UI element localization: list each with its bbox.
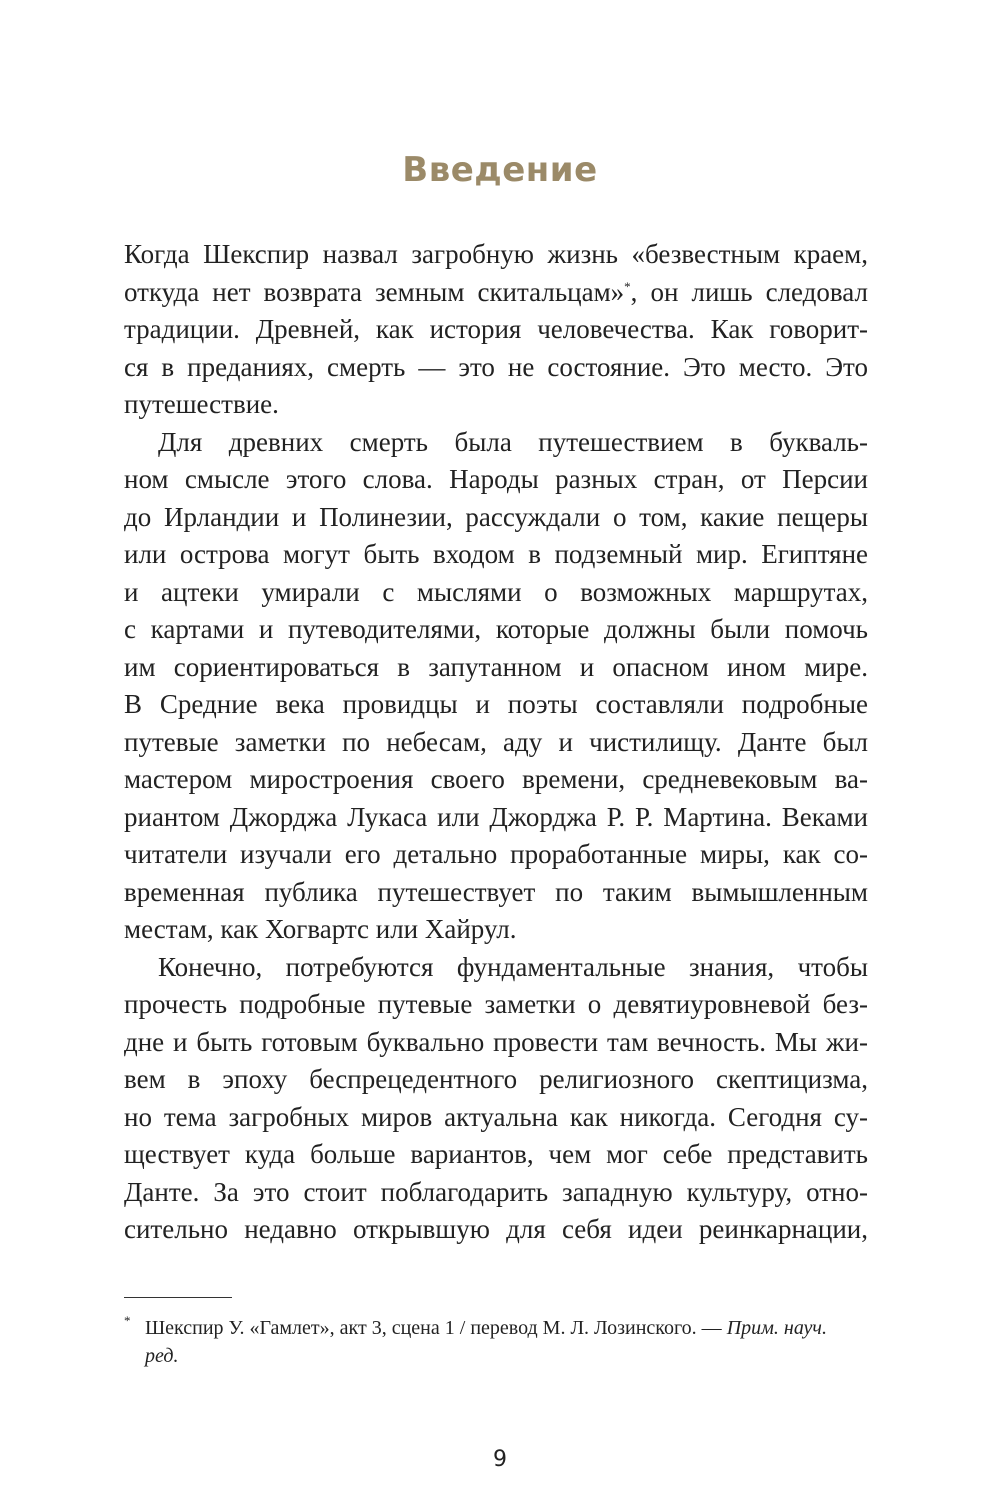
body-text [124, 236, 868, 1249]
text-line: читатели изучали его детально проработанные миры, как со- [124, 839, 868, 869]
text-line: с картами и путеводителями, которые должны были помочь [124, 614, 868, 644]
text-line: вем в эпоху беспрецедентного религиозного скептицизма, [124, 1064, 868, 1094]
text-line: временная публика путешествует по таким вымышленным [124, 876, 868, 907]
text-segment: , он лишь следовал [630, 276, 868, 307]
text-line: путевые заметки по небесам, аду и чистилищу. Данте был [124, 726, 868, 757]
text-line: Когда Шекспир назвал загробную жизнь «безвестным краем, [124, 239, 868, 269]
text-line: им сориентироваться в запутанном и опасном ином мире. [124, 651, 868, 682]
text-line [124, 274, 868, 312]
text-line: Данте. За это стоит поблагодарить западную культуру, отно- [124, 1176, 868, 1207]
text-line: местам, как Хогвартс или Хайрул. [124, 914, 517, 944]
footnote-marker: * [124, 1313, 131, 1328]
text-line: ся в преданиях, смерть — это не состояние. Это место. Это [124, 351, 868, 382]
text-line: дне и быть готовым буквально провести там вечность. Мы жи- [124, 1026, 868, 1057]
footnote-line [124, 1314, 868, 1342]
footnote-editor-note: Прим. науч. [726, 1317, 827, 1339]
page-number: 9 [493, 1447, 507, 1472]
text-line: ществует куда больше вариантов, чем мог себе представить [124, 1139, 868, 1169]
chapter-title: Введение [402, 150, 598, 190]
text-line: риантом Джорджа Лукаса или Джорджа Р. Р. Мартина. Веками [124, 801, 868, 832]
footnote-divider [124, 1297, 232, 1298]
text-line: ном смысле этого слова. Народы разных стран, от Персии [124, 464, 868, 494]
footnote-reference: * [624, 278, 631, 294]
text-line: прочесть подробные путевые заметки о девятиуровневой без- [124, 989, 868, 1019]
text-line: путешествие. [124, 389, 279, 419]
footnote-text-line [145, 1314, 827, 1342]
text-line: но тема загробных миров актуальна как никогда. Сегодня су- [124, 1101, 868, 1132]
footnote-text: Шекспир У. «Гамлет», акт 3, сцена 1 / перевод М. Л. Лозинского. — [145, 1317, 727, 1339]
footnote-editor-note-continued: ред. [145, 1345, 179, 1367]
text-line: В Средние века провидцы и поэты составляли подробные [124, 689, 868, 719]
text-line: Для древних смерть была путешествием в букваль- [158, 426, 868, 457]
text-line: Конечно, потребуются фундаментальные знания, чтобы [158, 951, 868, 982]
text-line: традиции. Древней, как история человечества. Как говорит- [124, 314, 868, 344]
text-line: или острова могут быть входом в подземный мир. Египтяне [124, 539, 868, 569]
text-segment: откуда нет возврата земным скитальцам»* [124, 276, 631, 307]
text-line: и ацтеки умирали с мыслями о возможных маршрутах, [124, 576, 868, 607]
text-line: сительно недавно открывшую для себя идеи реинкарнации, [124, 1214, 868, 1244]
text-line: мастером миростроения своего времени, средневековым ва- [124, 764, 868, 794]
footnote [124, 1314, 868, 1370]
text-line: до Ирландии и Полинезии, рассуждали о том, какие пещеры [124, 501, 868, 532]
